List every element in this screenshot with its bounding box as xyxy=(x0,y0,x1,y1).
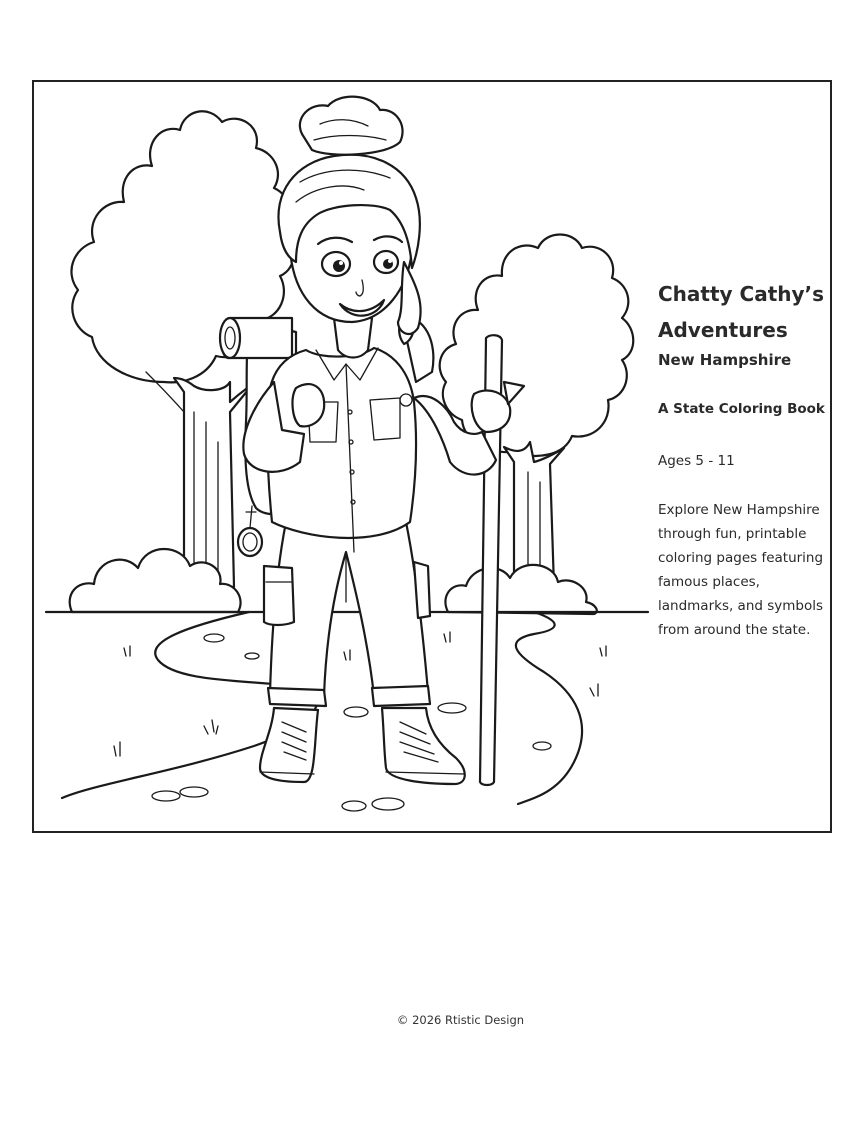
book-subtitle: A State Coloring Book xyxy=(658,401,825,417)
book-description: Explore New Hampshire through fun, printable coloring pages featuring famous places, landmarks, and symbols from around the state. xyxy=(658,502,824,638)
book-info-panel xyxy=(658,276,826,642)
right-tree-icon xyxy=(440,235,634,588)
path-icon xyxy=(46,612,648,811)
book-title-line-1: Chatty Cathy’s xyxy=(658,282,825,306)
book-state-name: New Hampshire xyxy=(658,351,792,369)
page-footer xyxy=(0,1013,867,1027)
book-age-range: Ages 5 - 11 xyxy=(658,453,735,469)
coloring-page-frame xyxy=(32,80,832,833)
copyright-text: © 2026 Rtistic Design xyxy=(396,1013,525,1027)
book-title-line-2: Adventures xyxy=(658,318,788,342)
